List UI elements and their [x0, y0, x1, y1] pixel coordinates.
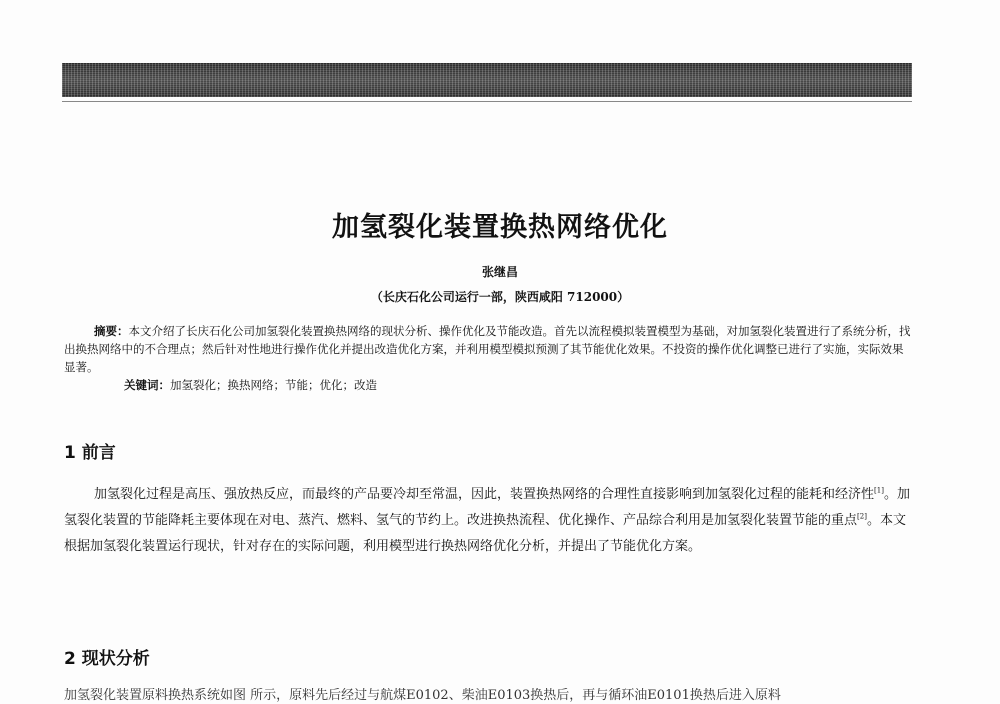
section-1-text-c: 。本文根据加氢裂化装置运行现状，针对存在的实际问题，利用模型进行换热网络优化分析，并提出了节能优化方案。: [64, 513, 906, 554]
abstract-block: [64, 322, 914, 394]
abstract-paragraph: [64, 322, 914, 376]
header-banner: [62, 63, 912, 97]
section-1-paragraph: [64, 482, 914, 560]
author-name: 张继昌: [481, 265, 518, 279]
keywords-label: 关键词：: [124, 378, 170, 392]
citation-2: [2]: [857, 512, 867, 521]
keywords-text: 加氢裂化；换热网络；节能；优化；改造: [170, 378, 377, 392]
section-1-text-a: 加氢裂化过程是高压、强放热反应，而最终的产品要冷却至常温，因此，装置换热网络的合理性直接影响到加氢裂化过程的能耗和经济性: [94, 487, 875, 502]
abstract-text: 本文介绍了长庆石化公司加氢裂化装置换热网络的现状分析、操作优化及节能改造。首先以流程模拟装置模型为基础，对加氢裂化装置进行了系统分析，找出换热网络中的不合理点；然后针对性地进行操作优化并提出改造优化方案，并利用模型模拟预测了其节能优化效果。不投资的操作优化调整已进行了实施，实际效果显著。: [64, 324, 911, 374]
header-rule: [62, 101, 912, 102]
section-2-heading: 2 现状分析: [64, 649, 150, 669]
author-affiliation: （长庆石化公司运行一部，陕西咸阳 712000）: [370, 290, 630, 304]
section-1-heading: 1 前言: [64, 443, 116, 463]
keywords-line: [64, 376, 914, 394]
citation-1: [1]: [874, 486, 884, 495]
paper-title: 加氢裂化装置换热网络优化: [332, 212, 668, 243]
abstract-label: 摘要：: [94, 324, 129, 338]
section-2-first-line: 加氢裂化装置原料换热系统如图 所示，原料先后经过与航煤E0102、柴油E0103换热后，再与循环油E0101换热后进入原料: [64, 688, 781, 703]
section-1-text-b: 。加氢裂化装置的节能降耗主要体现在对电、蒸汽、燃料、氢气的节约上。改进换热流程、优化操作、产品综合利用是加氢裂化装置节能的重点: [64, 487, 910, 528]
